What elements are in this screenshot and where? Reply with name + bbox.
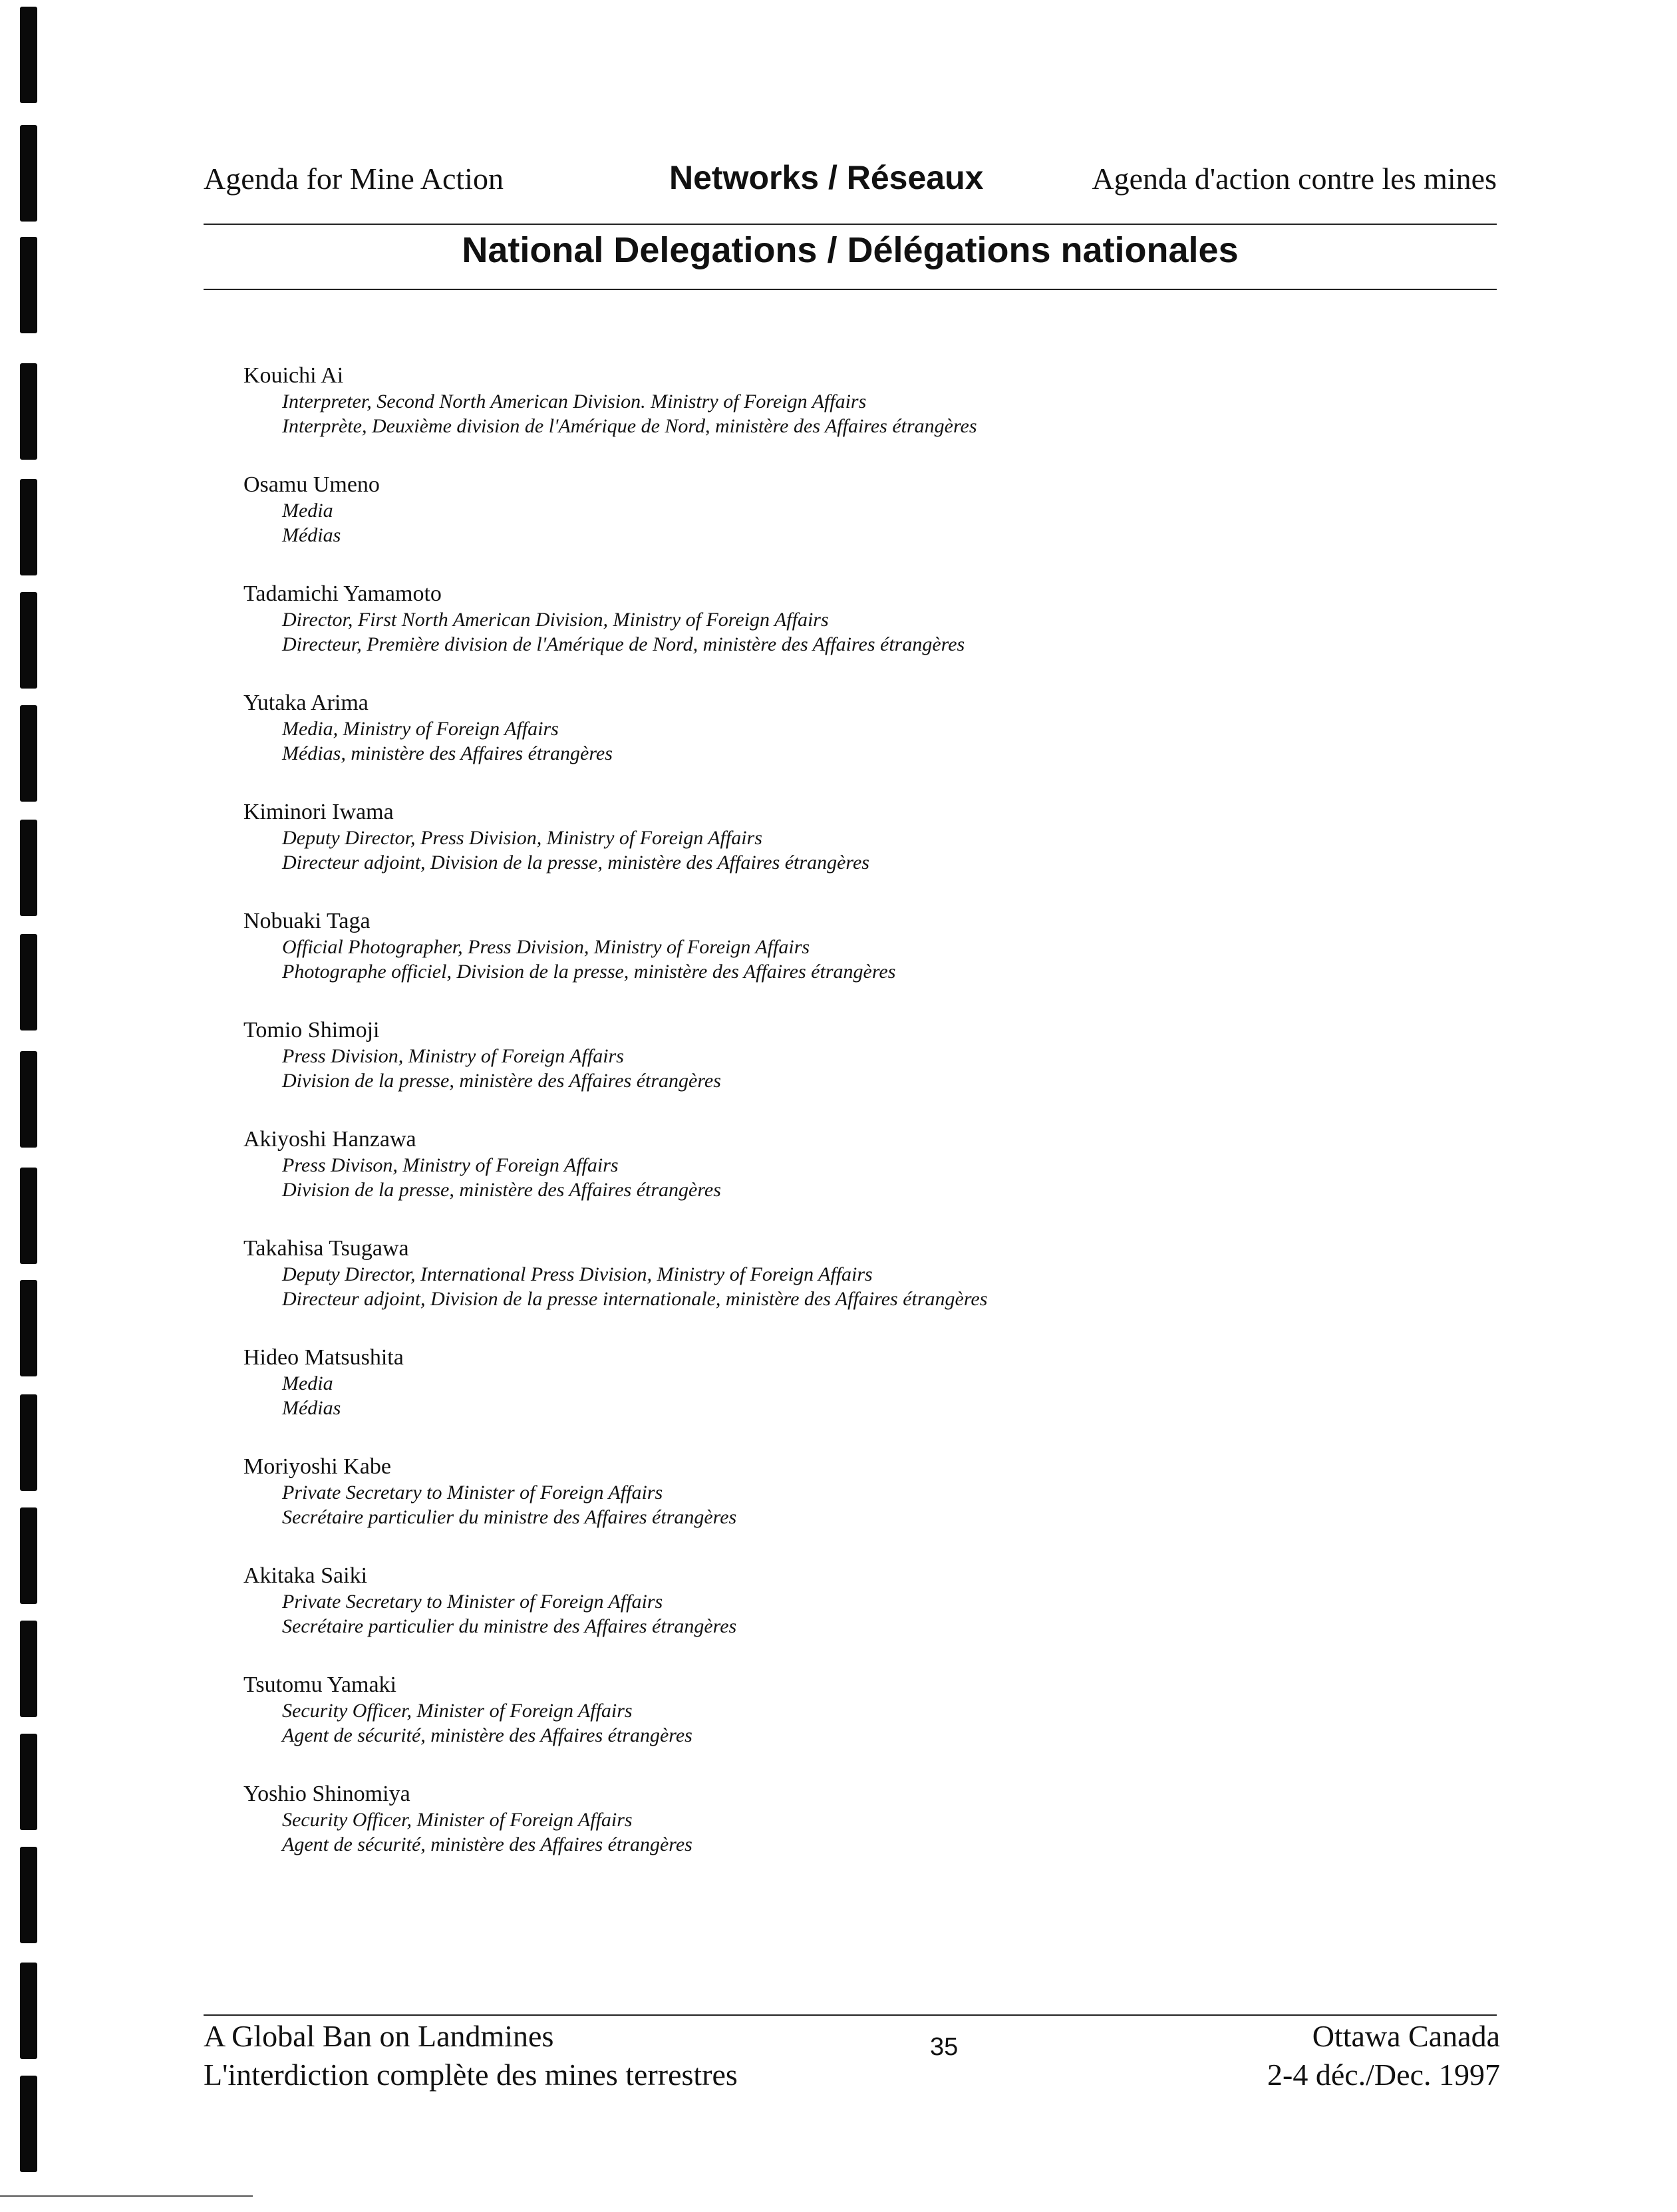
delegate-role-fr: Médias <box>282 1397 341 1419</box>
delegate-role-en: Private Secretary to Minister of Foreign Affairs <box>282 1591 663 1613</box>
delegate-role-fr: Interprète, Deuxième division de l'Amérique de Nord, ministère des Affaires étrangères <box>282 415 977 437</box>
binding-hole <box>20 705 37 802</box>
scan-edge-line <box>0 2195 253 2197</box>
delegate-entry <box>243 1672 1507 1781</box>
binding-hole <box>20 1734 37 1830</box>
delegate-role-fr: Division de la presse, ministère des Affaires étrangères <box>282 1179 721 1201</box>
footer-conference-title-en: A Global Ban on Landmines <box>204 2019 554 2053</box>
header-divider <box>204 224 1497 225</box>
binding-holes <box>20 0 47 2212</box>
binding-hole <box>20 820 37 916</box>
delegate-role-en: Security Officer, Minister of Foreign Affairs <box>282 1700 633 1722</box>
delegate-entry <box>243 1344 1507 1454</box>
delegate-name: Yoshio Shinomiya <box>243 1782 410 1806</box>
delegate-entry <box>243 1454 1507 1563</box>
delegate-role-en: Media <box>282 1372 333 1394</box>
delegate-entry <box>243 908 1507 1017</box>
delegate-entry <box>243 799 1507 908</box>
binding-hole <box>20 237 37 333</box>
running-header <box>204 158 1497 205</box>
delegate-name: Akiyoshi Hanzawa <box>243 1127 416 1152</box>
delegate-list <box>243 363 1507 1890</box>
delegate-entry <box>243 363 1507 472</box>
footer-conference-title-fr: L'interdiction complète des mines terrestres <box>204 2058 738 2092</box>
delegate-role-fr: Secrétaire particulier du ministre des Affaires étrangères <box>282 1615 737 1637</box>
delegate-role-en: Deputy Director, International Press Division, Ministry of Foreign Affairs <box>282 1263 873 1285</box>
footer-right <box>1267 2017 1500 2094</box>
delegate-entry <box>243 1563 1507 1672</box>
delegate-role-fr: Agent de sécurité, ministère des Affaires étrangères <box>282 1724 692 1746</box>
delegate-entry <box>243 472 1507 581</box>
header-left-text: Agenda for Mine Action <box>204 162 504 196</box>
binding-hole <box>20 363 37 460</box>
delegate-name: Kiminori Iwama <box>243 800 394 824</box>
delegate-role-en: Official Photographer, Press Division, Ministry of Foreign Affairs <box>282 936 810 958</box>
delegate-role-en: Media, Ministry of Foreign Affairs <box>282 718 559 740</box>
delegate-name: Tsutomu Yamaki <box>243 1672 396 1697</box>
delegate-name: Kouichi Ai <box>243 363 344 388</box>
delegate-name: Tomio Shimoji <box>243 1018 380 1042</box>
delegate-name: Nobuaki Taga <box>243 909 371 933</box>
delegate-entry <box>243 690 1507 799</box>
title-divider <box>204 289 1497 290</box>
delegate-role-fr: Médias, ministère des Affaires étrangères <box>282 742 613 764</box>
footer-divider <box>204 2014 1497 2016</box>
delegate-role-fr: Division de la presse, ministère des Affaires étrangères <box>282 1070 721 1092</box>
delegate-role-en: Media <box>282 500 333 522</box>
delegate-name: Takahisa Tsugawa <box>243 1236 409 1261</box>
delegate-role-en: Director, First North American Division, Ministry of Foreign Affairs <box>282 609 829 631</box>
binding-hole <box>20 479 37 575</box>
delegate-role-fr: Directeur adjoint, Division de la presse, ministère des Affaires étrangères <box>282 852 869 873</box>
delegate-name: Osamu Umeno <box>243 472 380 497</box>
page-title: National Delegations / Délégations nationales <box>462 230 1239 270</box>
delegate-role-fr: Directeur, Première division de l'Amérique de Nord, ministère des Affaires étrangères <box>282 633 965 655</box>
binding-hole <box>20 1168 37 1264</box>
delegate-role-en: Interpreter, Second North American Division. Ministry of Foreign Affairs <box>282 391 867 412</box>
binding-hole <box>20 1847 37 1943</box>
delegate-name: Hideo Matsushita <box>243 1345 404 1370</box>
binding-hole <box>20 125 37 222</box>
binding-hole <box>20 1621 37 1717</box>
delegate-role-fr: Secrétaire particulier du ministre des Affaires étrangères <box>282 1506 737 1528</box>
header-right-text: Agenda d'action contre les mines <box>1092 162 1497 196</box>
delegate-name: Yutaka Arima <box>243 691 369 715</box>
binding-hole <box>20 1507 37 1604</box>
delegate-name: Akitaka Saiki <box>243 1563 368 1588</box>
delegate-entry <box>243 1235 1507 1344</box>
delegate-role-en: Press Division, Ministry of Foreign Affairs <box>282 1045 624 1067</box>
binding-hole <box>20 592 37 689</box>
delegate-role-en: Press Divison, Ministry of Foreign Affairs <box>282 1154 619 1176</box>
footer-location: Ottawa Canada <box>1312 2019 1500 2053</box>
delegate-role-fr: Photographe officiel, Division de la presse, ministère des Affaires étrangères <box>282 961 896 983</box>
delegate-entry <box>243 1017 1507 1126</box>
delegate-name: Moriyoshi Kabe <box>243 1454 391 1479</box>
binding-hole <box>20 1394 37 1491</box>
page-number: 35 <box>930 2033 959 2061</box>
delegate-role-fr: Médias <box>282 524 341 546</box>
binding-hole <box>20 1963 37 2059</box>
footer-date: 2-4 déc./Dec. 1997 <box>1267 2058 1500 2092</box>
binding-hole <box>20 2076 37 2172</box>
binding-hole <box>20 934 37 1030</box>
delegate-role-fr: Agent de sécurité, ministère des Affaires étrangères <box>282 1833 692 1855</box>
delegate-role-en: Deputy Director, Press Division, Ministry of Foreign Affairs <box>282 827 762 849</box>
delegate-role-fr: Directeur adjoint, Division de la presse internationale, ministère des Affaires étrangères <box>282 1288 988 1310</box>
binding-hole <box>20 7 37 103</box>
delegate-role-en: Private Secretary to Minister of Foreign Affairs <box>282 1482 663 1503</box>
delegate-entry <box>243 1781 1507 1890</box>
header-section-title: Networks / Réseaux <box>669 159 984 196</box>
footer-left <box>204 2017 738 2094</box>
delegate-entry <box>243 1126 1507 1235</box>
binding-hole <box>20 1280 37 1376</box>
delegate-name: Tadamichi Yamamoto <box>243 581 442 606</box>
delegate-role-en: Security Officer, Minister of Foreign Affairs <box>282 1809 633 1831</box>
delegate-entry <box>243 581 1507 690</box>
binding-hole <box>20 1051 37 1148</box>
